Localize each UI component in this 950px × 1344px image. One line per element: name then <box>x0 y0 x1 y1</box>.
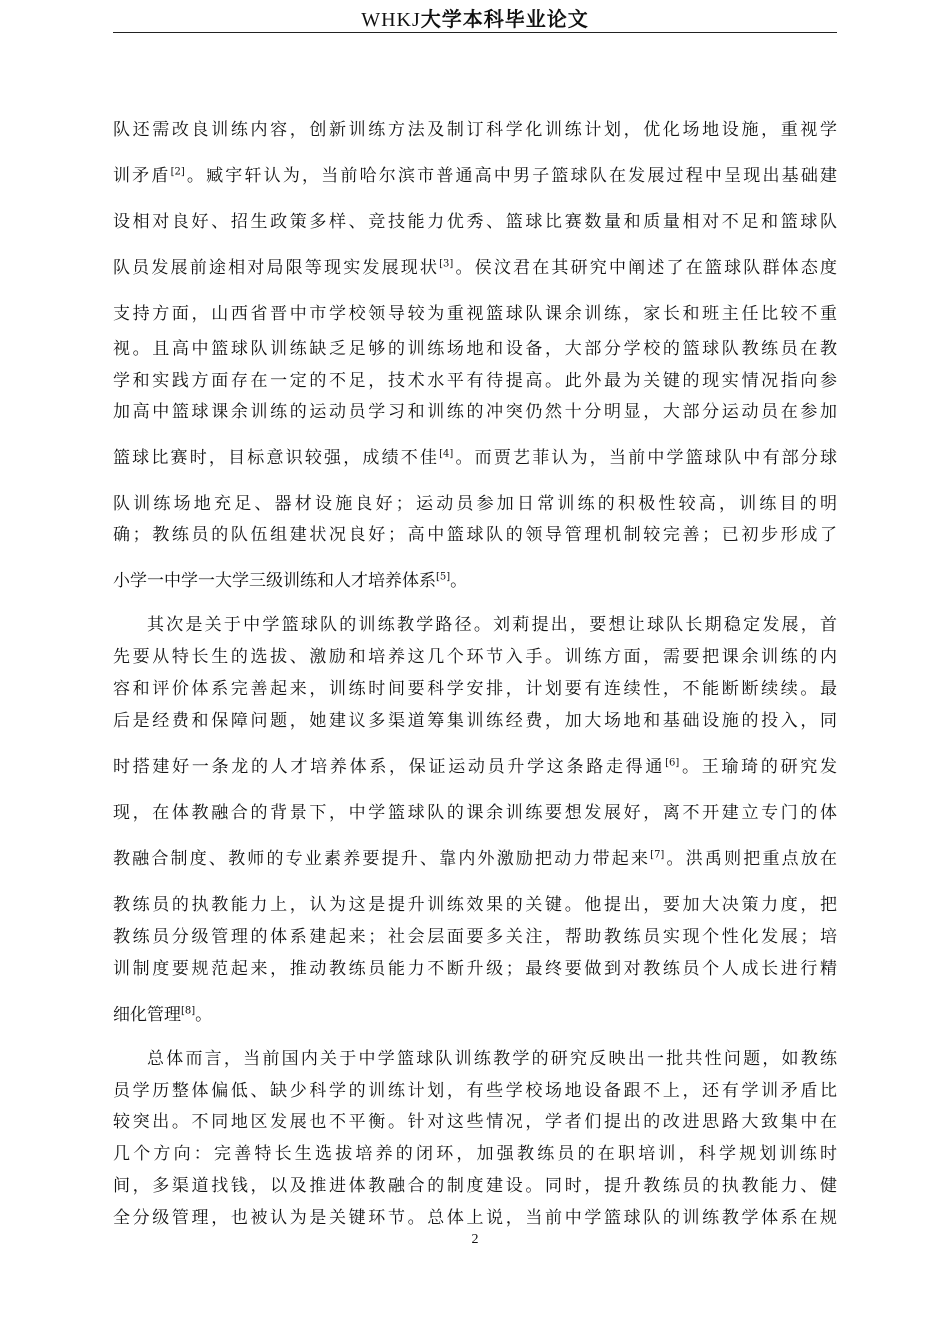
line-text: 加高中篮球课余训练的运动员学习和训练的冲突仍然十分明显，大部分运动员在参加 <box>113 402 837 422</box>
citation-ref: [8] <box>181 1005 196 1017</box>
text-line <box>113 677 837 701</box>
line-text: 视。且高中篮球队训练缺乏足够的训练场地和设备，大部分学校的篮球队教练员在教 <box>113 339 837 359</box>
line-text: 间，多渠道找钱，以及推进体教融合的制度建设。同时，提升教练员的执教能力、健 <box>113 1176 837 1196</box>
citation-ref: [3] <box>439 258 454 270</box>
page-header <box>113 6 837 33</box>
line-text-after: 。 <box>450 571 468 591</box>
line-text-after: 。洪禹则把重点放在 <box>664 849 838 869</box>
text-line <box>113 1047 837 1071</box>
text-line <box>113 645 837 669</box>
line-text-after: 。 <box>195 1005 213 1025</box>
page-number: 2 <box>471 1232 479 1247</box>
line-text: 训矛盾 <box>113 166 171 186</box>
text-line <box>113 569 837 593</box>
text-line <box>113 755 837 779</box>
citation-ref: [7] <box>650 849 665 861</box>
line-text: 训制度要规范起来，推动教练员能力不断升级；最终要做到对教练员个人成长进行精 <box>113 959 837 979</box>
line-text: 教练员分级管理的体系建起来；社会层面要多关注，帮助教练员实现个性化发展；培 <box>113 927 837 947</box>
text-line <box>113 302 837 326</box>
text-line <box>113 400 837 424</box>
line-text: 现，在体教融合的背景下，中学篮球队的课余训练要想发展好，离不开建立专门的体 <box>113 803 837 823</box>
text-line <box>113 164 837 188</box>
line-text: 先要从特长生的选拔、激励和培养这几个环节入手。训练方面，需要把课余训练的内 <box>113 647 837 667</box>
line-text: 后是经费和保障问题，她建议多渠道筹集训练经费，加大场地和基础设施的投入，同 <box>113 711 837 731</box>
text-line <box>113 337 837 361</box>
text-line <box>113 957 837 981</box>
text-line <box>113 709 837 733</box>
text-line <box>113 925 837 949</box>
line-text: 容和评价体系完善起来，训练时间要科学安排，计划要有连续性，不能断断续续。最 <box>113 679 837 699</box>
line-text: 队训练场地充足、器材设施良好；运动员参加日常训练的积极性较高，训练目的明 <box>113 494 837 514</box>
line-text: 总体而言，当前国内关于中学篮球队训练教学的研究反映出一批共性问题，如教练 <box>147 1049 837 1069</box>
text-line <box>113 256 837 280</box>
text-line <box>113 1110 837 1134</box>
line-text: 学和实践方面存在一定的不足，技术水平有待提高。此外最为关键的现实情况指向参 <box>113 371 837 391</box>
text-line <box>113 369 837 393</box>
text-line <box>113 893 837 917</box>
text-line <box>113 1174 837 1198</box>
text-line <box>113 492 837 516</box>
line-text: 确；教练员的队伍组建状况良好；高中篮球队的领导管理机制较完善；已初步形成了 <box>113 525 837 545</box>
line-text: 设相对良好、招生政策多样、竞技能力优秀、篮球比赛数量和质量相对不足和篮球队 <box>113 212 837 232</box>
citation-ref: [4] <box>439 448 454 460</box>
citation-ref: [6] <box>665 757 680 769</box>
citation-ref: [5] <box>436 571 451 583</box>
line-text: 教练员的执教能力上，认为这是提升训练效果的关键。他提出，要加大决策力度，把 <box>113 895 837 915</box>
line-text: 队员发展前途相对局限等现实发展现状 <box>113 258 440 278</box>
line-text-after: 。臧宇轩认为，当前哈尔滨市普通高中男子篮球队在发展过程中呈现出基础建 <box>184 166 838 186</box>
text-line <box>113 1206 837 1230</box>
line-text: 支持方面，山西省晋中市学校领导较为重视篮球队课余训练，家长和班主任比较不重 <box>113 304 837 324</box>
text-line <box>113 523 837 547</box>
text-line <box>113 801 837 825</box>
citation-ref: [2] <box>170 166 185 178</box>
text-line <box>113 1079 837 1103</box>
line-text: 小学一中学一大学三级训练和人才培养体系 <box>113 571 436 591</box>
line-text-after: 。而贾艺菲认为，当前中学篮球队中有部分球 <box>453 448 838 468</box>
text-line <box>113 446 837 470</box>
line-text: 细化管理 <box>113 1005 181 1025</box>
header-latin: WHKJ <box>361 9 421 31</box>
line-text: 员学历整体偏低、缺少科学的训练计划，有些学校场地设备跟不上，还有学训矛盾比 <box>113 1081 837 1101</box>
header-title: 大学本科毕业论文 <box>420 7 589 31</box>
text-line <box>113 118 837 142</box>
line-text: 教融合制度、教师的专业素养要提升、靠内外激励把动力带起来 <box>113 849 651 869</box>
text-line <box>113 1003 837 1027</box>
text-line <box>113 613 837 637</box>
line-text-after: 。侯汶君在其研究中阐述了在篮球队群体态度 <box>453 258 838 278</box>
line-text: 其次是关于中学篮球队的训练教学路径。刘莉提出，要想让球队长期稳定发展，首 <box>147 615 837 635</box>
text-line <box>113 847 837 871</box>
line-text: 时搭建好一条龙的人才培养体系，保证运动员升学这条路走得通 <box>113 757 666 777</box>
line-text: 较突出。不同地区发展也不平衡。针对这些情况，学者们提出的改进思路大致集中在 <box>113 1112 837 1132</box>
text-line <box>113 210 837 234</box>
line-text: 全分级管理，也被认为是关键环节。总体上说，当前中学篮球队的训练教学体系在规 <box>113 1208 837 1228</box>
line-text: 几个方向：完善特长生选拔培养的闭环，加强教练员的在职培训，科学规划训练时 <box>113 1144 837 1164</box>
line-text-after: 。王瑜琦的研究发 <box>679 757 838 777</box>
line-text: 篮球比赛时，目标意识较强，成绩不佳 <box>113 448 440 468</box>
text-line <box>113 1142 837 1166</box>
line-text: 队还需改良训练内容，创新训练方法及制订科学化训练计划，优化场地设施，重视学 <box>113 120 837 140</box>
